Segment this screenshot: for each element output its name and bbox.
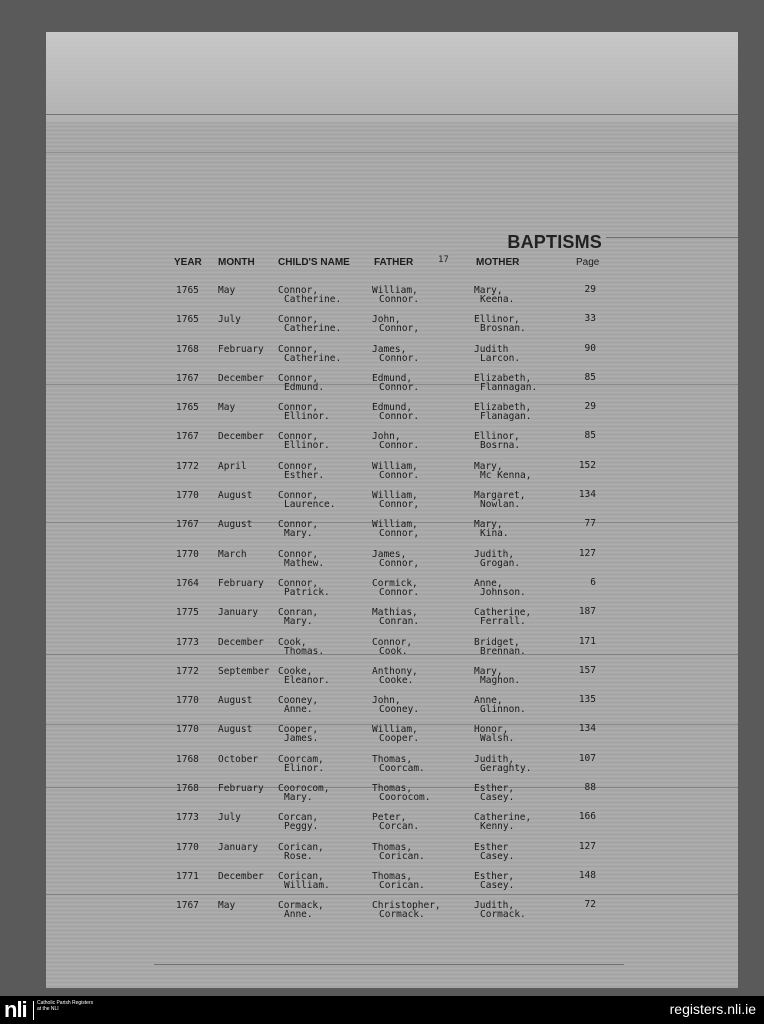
- entry-child-first-name: Mary.: [284, 528, 313, 540]
- entry-father-surname: Connor.: [379, 440, 420, 452]
- entry-mother-first-name: Anne,: [474, 695, 503, 707]
- entry-father-first-name: Thomas,: [372, 783, 413, 795]
- entry-month: August: [218, 490, 253, 502]
- entry-year: 1768: [176, 343, 199, 355]
- entry-child-first-name: Anne.: [284, 909, 313, 921]
- entry-child-first-name: Laurence.: [284, 499, 336, 511]
- baptism-entries: [46, 284, 738, 929]
- entry-mother-surname: Casey.: [480, 850, 515, 862]
- entry-month: September: [218, 665, 270, 677]
- entry-month: August: [218, 724, 253, 736]
- entry-child-surname: Coorocom,: [278, 783, 330, 795]
- entry-mother-first-name: Bridget,: [474, 636, 520, 648]
- entry-father-first-name: Christopher,: [372, 900, 441, 912]
- header-mother: MOTHER: [476, 257, 520, 268]
- entry-child-surname: Corican,: [278, 870, 324, 882]
- entry-page: 157: [578, 664, 596, 676]
- entry-page: 134: [578, 723, 596, 735]
- entry-child-first-name: Catherine.: [284, 352, 342, 364]
- entry-year: 1773: [176, 812, 199, 824]
- entry-mother-surname: Maghon.: [480, 674, 521, 686]
- table-row: [46, 518, 738, 547]
- entry-father-surname: Connor.: [379, 586, 420, 598]
- scan-artifact-line: [606, 237, 738, 238]
- entry-father-first-name: Thomas,: [372, 870, 413, 882]
- entry-month: February: [218, 343, 264, 355]
- entry-month: December: [218, 431, 264, 443]
- entry-month: December: [218, 636, 264, 648]
- entry-mother-first-name: Ellinor,: [474, 314, 520, 326]
- table-row: [46, 899, 738, 928]
- entry-mother-first-name: Mary,: [474, 665, 503, 677]
- entry-year: 1771: [176, 870, 199, 882]
- table-row: [46, 430, 738, 459]
- entry-child-surname: Cooney,: [278, 695, 319, 707]
- entry-mother-surname: Grogan.: [480, 557, 521, 569]
- scan-artifact-line: [154, 964, 624, 965]
- entry-child-first-name: Mathew.: [284, 557, 325, 569]
- table-row: [46, 343, 738, 372]
- entry-father-surname: Cooper.: [379, 733, 420, 745]
- entry-month: May: [218, 900, 236, 912]
- entry-page: 33: [584, 313, 596, 325]
- entry-father-surname: Connor,: [379, 323, 420, 335]
- entry-mother-surname: Johnson.: [480, 586, 526, 598]
- entry-father-first-name: Edmund,: [372, 372, 413, 384]
- entry-mother-surname: Larcon.: [480, 352, 521, 364]
- table-row: [46, 284, 738, 313]
- entry-year: 1765: [176, 314, 199, 326]
- entry-father-surname: Cook.: [379, 645, 408, 657]
- entry-month: April: [218, 460, 247, 472]
- footer-bar: [0, 996, 764, 1024]
- entry-page: 152: [578, 459, 596, 471]
- entry-father-surname: Coorocom.: [379, 792, 431, 804]
- entry-mother-first-name: Catherine,: [474, 607, 532, 619]
- entry-month: January: [218, 841, 259, 853]
- entry-page: 88: [584, 782, 596, 794]
- entry-father-surname: Connor.: [379, 469, 420, 481]
- entry-mother-surname: Keena.: [480, 294, 515, 305]
- entry-child-first-name: Thomas.: [284, 645, 325, 657]
- page-marker: 17: [438, 255, 449, 265]
- register-page: [46, 32, 738, 988]
- entry-child-surname: Connor,: [278, 402, 319, 414]
- entry-father-first-name: John,: [372, 314, 401, 326]
- entry-page: 127: [578, 840, 596, 852]
- table-row: [46, 577, 738, 606]
- entry-father-surname: Connor.: [379, 381, 420, 393]
- entry-father-first-name: James,: [372, 548, 407, 560]
- logo-caption: Catholic Parish Registers at the NLI: [37, 1000, 94, 1012]
- entry-month: January: [218, 607, 259, 619]
- entry-mother-surname: Flanagan.: [480, 411, 532, 423]
- entry-month: July: [218, 314, 241, 326]
- entry-mother-surname: Kina.: [480, 528, 509, 540]
- entry-page: 127: [578, 547, 596, 559]
- entry-father-surname: Connor.: [379, 294, 420, 305]
- page-title: BAPTISMS: [507, 232, 602, 252]
- scan-artifact-line: [46, 152, 738, 153]
- header-father: FATHER: [374, 257, 414, 268]
- entry-father-first-name: Thomas,: [372, 841, 413, 853]
- entry-year: 1770: [176, 724, 199, 736]
- table-row: [46, 753, 738, 782]
- entry-mother-first-name: Margaret,: [474, 490, 526, 502]
- entry-mother-surname: Geraghty.: [480, 762, 532, 774]
- header-child: CHILD'S NAME: [278, 257, 350, 268]
- entry-mother-first-name: Mary,: [474, 460, 503, 472]
- table-row: [46, 870, 738, 899]
- entry-father-surname: Cooke.: [379, 674, 414, 686]
- entry-father-surname: Connor,: [379, 557, 420, 569]
- entry-mother-first-name: Judith,: [474, 753, 515, 765]
- table-row: [46, 372, 738, 401]
- table-row: [46, 548, 738, 577]
- entry-father-first-name: Anthony,: [372, 665, 418, 677]
- logo-divider: [33, 1001, 34, 1020]
- entry-father-surname: Connor.: [379, 352, 420, 364]
- entry-mother-first-name: Esther,: [474, 870, 515, 882]
- entry-father-first-name: Connor,: [372, 636, 413, 648]
- entry-child-first-name: Mary.: [284, 792, 313, 804]
- header-month: MONTH: [218, 257, 255, 268]
- table-row: [46, 694, 738, 723]
- entry-father-surname: Connor,: [379, 499, 420, 511]
- entry-child-surname: Connor,: [278, 548, 319, 560]
- entry-month: February: [218, 783, 264, 795]
- entry-father-first-name: William,: [372, 460, 418, 472]
- entry-year: 1765: [176, 285, 199, 296]
- entry-year: 1767: [176, 519, 199, 531]
- entry-child-first-name: James.: [284, 733, 319, 745]
- entry-child-first-name: Catherine.: [284, 294, 342, 305]
- entry-year: 1764: [176, 577, 199, 589]
- table-row: [46, 665, 738, 694]
- entry-mother-first-name: Mary,: [474, 519, 503, 531]
- entry-mother-surname: Mc Kenna,: [480, 469, 532, 481]
- entry-year: 1770: [176, 841, 199, 853]
- entry-father-first-name: William,: [372, 490, 418, 502]
- scan-glare: [46, 32, 738, 122]
- entry-month: August: [218, 519, 253, 531]
- entry-father-surname: Connor.: [379, 411, 420, 423]
- site-url-link[interactable]: registers.nli.ie: [669, 1001, 756, 1017]
- table-row: [46, 313, 738, 342]
- entry-father-first-name: James,: [372, 343, 407, 355]
- entry-month: December: [218, 372, 264, 384]
- entry-child-surname: Connor,: [278, 519, 319, 531]
- entry-year: 1770: [176, 548, 199, 560]
- entry-father-surname: Corcan.: [379, 821, 420, 833]
- entry-page: 134: [578, 489, 596, 501]
- entry-father-surname: Corican.: [379, 850, 425, 862]
- entry-child-surname: Connor,: [278, 460, 319, 472]
- entry-child-surname: Cooke,: [278, 665, 313, 677]
- entry-month: May: [218, 285, 236, 296]
- entry-mother-surname: Brosnan.: [480, 323, 526, 335]
- entry-child-surname: Connor,: [278, 372, 319, 384]
- entry-child-first-name: Anne.: [284, 704, 313, 716]
- entry-father-surname: Conran.: [379, 616, 420, 628]
- table-row: [46, 841, 738, 870]
- table-row: [46, 636, 738, 665]
- entry-father-surname: Cormack.: [379, 909, 425, 921]
- entry-mother-first-name: Anne,: [474, 577, 503, 589]
- entry-page: 148: [578, 869, 596, 881]
- entry-month: July: [218, 812, 241, 824]
- entry-mother-surname: Casey.: [480, 792, 515, 804]
- entry-child-first-name: Patrick.: [284, 586, 330, 598]
- entry-page: 187: [578, 606, 596, 618]
- entry-child-first-name: Edmund.: [284, 381, 325, 393]
- entry-month: May: [218, 402, 236, 414]
- entry-mother-first-name: Catherine,: [474, 812, 532, 824]
- entry-mother-first-name: Elizabeth,: [474, 402, 532, 414]
- entry-page: 85: [584, 430, 596, 442]
- entry-page: 6: [590, 576, 596, 588]
- entry-year: 1775: [176, 607, 199, 619]
- entry-child-surname: Cooper,: [278, 724, 319, 736]
- entry-mother-first-name: Judith,: [474, 900, 515, 912]
- entry-page: 29: [584, 401, 596, 413]
- entry-father-first-name: Edmund,: [372, 402, 413, 414]
- table-row: [46, 723, 738, 752]
- entry-month: February: [218, 577, 264, 589]
- entry-father-first-name: William,: [372, 519, 418, 531]
- entry-father-first-name: Cormick,: [372, 577, 418, 589]
- entry-page: 107: [578, 752, 596, 764]
- entry-child-surname: Conran,: [278, 607, 319, 619]
- entry-child-surname: Cormack,: [278, 900, 324, 912]
- entry-year: 1765: [176, 402, 199, 414]
- entry-month: December: [218, 870, 264, 882]
- entry-year: 1770: [176, 490, 199, 502]
- table-row: [46, 489, 738, 518]
- entry-father-surname: Cooney.: [379, 704, 420, 716]
- entry-mother-first-name: Honor,: [474, 724, 509, 736]
- entry-mother-first-name: Mary,: [474, 285, 503, 296]
- entry-child-first-name: Esther.: [284, 469, 325, 481]
- table-row: [46, 782, 738, 811]
- entry-child-surname: Connor,: [278, 577, 319, 589]
- entry-child-first-name: Mary.: [284, 616, 313, 628]
- entry-mother-surname: Cormack.: [480, 909, 526, 921]
- entry-mother-surname: Casey.: [480, 879, 515, 891]
- entry-page: 72: [584, 899, 596, 911]
- entry-year: 1772: [176, 460, 199, 472]
- entry-year: 1773: [176, 636, 199, 648]
- entry-father-first-name: Thomas,: [372, 753, 413, 765]
- entry-month: March: [218, 548, 247, 560]
- entry-year: 1767: [176, 900, 199, 912]
- entry-child-surname: Coorcam,: [278, 753, 324, 765]
- entry-mother-surname: Brennan.: [480, 645, 526, 657]
- entry-page: 29: [584, 284, 596, 295]
- entry-mother-first-name: Ellinor,: [474, 431, 520, 443]
- entry-mother-surname: Flannagan.: [480, 381, 538, 393]
- entry-father-first-name: John,: [372, 431, 401, 443]
- entry-father-first-name: William,: [372, 724, 418, 736]
- entry-child-first-name: Ellinor.: [284, 440, 330, 452]
- entry-child-surname: Cook,: [278, 636, 307, 648]
- entry-child-surname: Corcan,: [278, 812, 319, 824]
- entry-child-first-name: Eleanor.: [284, 674, 330, 686]
- entry-mother-first-name: Elizabeth,: [474, 372, 532, 384]
- entry-page: 85: [584, 371, 596, 383]
- entry-father-surname: Corican.: [379, 879, 425, 891]
- entry-child-surname: Corican,: [278, 841, 324, 853]
- header-page: Page: [576, 257, 600, 268]
- entry-mother-first-name: Judith,: [474, 548, 515, 560]
- entry-month: August: [218, 695, 253, 707]
- entry-child-surname: Connor,: [278, 431, 319, 443]
- entry-year: 1767: [176, 372, 199, 384]
- header-year: YEAR: [174, 257, 202, 268]
- entry-child-surname: Connor,: [278, 314, 319, 326]
- entry-father-first-name: Peter,: [372, 812, 407, 824]
- entry-page: 77: [584, 518, 596, 530]
- entry-father-first-name: William,: [372, 285, 418, 296]
- entry-year: 1772: [176, 665, 199, 677]
- entry-child-first-name: Elinor.: [284, 762, 325, 774]
- entry-mother-surname: Ferrall.: [480, 616, 526, 628]
- entry-page: 135: [578, 694, 596, 706]
- entry-child-surname: Connor,: [278, 285, 319, 296]
- entry-page: 90: [584, 342, 596, 354]
- entry-mother-first-name: Judith: [474, 343, 509, 355]
- table-row: [46, 460, 738, 489]
- entry-mother-first-name: Esther,: [474, 783, 515, 795]
- entry-child-first-name: Catherine.: [284, 323, 342, 335]
- entry-year: 1770: [176, 695, 199, 707]
- entry-year: 1768: [176, 783, 199, 795]
- entry-father-first-name: Mathias,: [372, 607, 418, 619]
- entry-page: 171: [578, 635, 596, 647]
- entry-child-first-name: Ellinor.: [284, 411, 330, 423]
- entry-father-surname: Coorcam.: [379, 762, 425, 774]
- entry-month: October: [218, 753, 259, 765]
- entry-mother-surname: Glinnon.: [480, 704, 526, 716]
- entry-year: 1768: [176, 753, 199, 765]
- entry-child-surname: Connor,: [278, 490, 319, 502]
- entry-father-first-name: John,: [372, 695, 401, 707]
- entry-mother-surname: Bosrna.: [480, 440, 521, 452]
- table-row: [46, 606, 738, 635]
- entry-page: 166: [578, 811, 596, 823]
- table-row: [46, 401, 738, 430]
- entry-child-first-name: Rose.: [284, 850, 313, 862]
- table-row: [46, 811, 738, 840]
- entry-child-first-name: William.: [284, 879, 330, 891]
- entry-father-surname: Connor,: [379, 528, 420, 540]
- entry-year: 1767: [176, 431, 199, 443]
- entry-child-first-name: Peggy.: [284, 821, 319, 833]
- entry-mother-surname: Walsh.: [480, 733, 515, 745]
- entry-mother-surname: Kenny.: [480, 821, 515, 833]
- nli-logo[interactable]: nli: [4, 997, 27, 1022]
- entry-child-surname: Connor,: [278, 343, 319, 355]
- entry-mother-first-name: Esther: [474, 841, 509, 853]
- entry-mother-surname: Nowlan.: [480, 499, 521, 511]
- scan-artifact-line: [46, 114, 738, 115]
